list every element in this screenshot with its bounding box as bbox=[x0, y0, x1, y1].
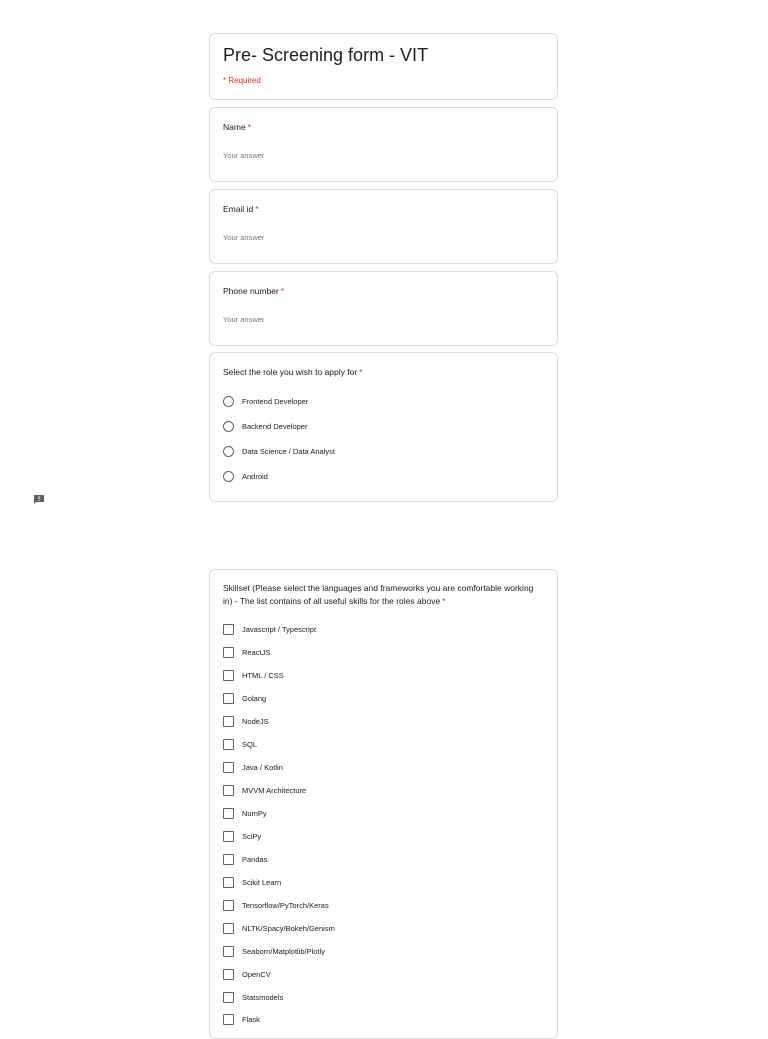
checkbox[interactable] bbox=[223, 785, 234, 796]
skill-option[interactable] bbox=[223, 944, 325, 958]
skill-option[interactable] bbox=[223, 852, 267, 866]
skill-option[interactable] bbox=[223, 875, 281, 889]
question-label bbox=[223, 204, 259, 214]
skill-option[interactable] bbox=[223, 783, 306, 797]
radio-button[interactable] bbox=[223, 471, 234, 482]
option-label: Java / Kotlin bbox=[242, 762, 283, 772]
option-label: Pandas bbox=[242, 854, 268, 864]
checkbox[interactable] bbox=[223, 831, 234, 842]
feedback-icon[interactable] bbox=[33, 494, 45, 505]
question-label bbox=[223, 367, 363, 377]
required-star: * bbox=[442, 596, 446, 606]
skill-option[interactable] bbox=[223, 990, 283, 1004]
form-title: Pre- Screening form - VIT bbox=[223, 45, 429, 65]
question-phone-card bbox=[209, 271, 558, 346]
option-label: Javascript / Typescript bbox=[242, 624, 317, 634]
option-label: Seaborn/Matplotlib/Plotly bbox=[242, 946, 325, 956]
name-input[interactable] bbox=[223, 149, 383, 163]
question-label-text: Phone number bbox=[223, 286, 279, 296]
skill-option[interactable] bbox=[223, 967, 271, 981]
checkbox[interactable] bbox=[223, 923, 234, 934]
skill-option[interactable] bbox=[223, 737, 257, 751]
skill-option[interactable] bbox=[223, 760, 283, 774]
option-label: Tensorflow/PyTorch/Keras bbox=[242, 900, 329, 910]
question-label-text: Select the role you wish to apply for bbox=[223, 367, 358, 377]
question-label-text: Name bbox=[223, 122, 246, 132]
option-label: SciPy bbox=[242, 831, 262, 841]
role-option-frontend[interactable] bbox=[223, 394, 308, 408]
option-label: HTML / CSS bbox=[242, 670, 284, 680]
question-label-text: Skillset (Please select the languages and frameworks you are comfortable working in) - The list contains of all useful skills for the roles above bbox=[223, 583, 534, 606]
option-label: Statsmodels bbox=[242, 992, 284, 1002]
option-label: Android bbox=[242, 471, 268, 481]
option-label: NodeJS bbox=[242, 716, 269, 726]
required-star: * bbox=[280, 286, 285, 296]
checkbox[interactable] bbox=[223, 1014, 234, 1025]
radio-button[interactable] bbox=[223, 421, 234, 432]
skill-option[interactable] bbox=[223, 921, 335, 935]
question-label-text: Email id bbox=[223, 204, 254, 214]
option-label: ReactJS bbox=[242, 647, 271, 657]
skill-option[interactable] bbox=[223, 898, 329, 912]
required-star: * bbox=[255, 204, 259, 214]
checkbox[interactable] bbox=[223, 992, 234, 1003]
skill-option[interactable] bbox=[223, 806, 267, 820]
option-label: OpenCV bbox=[242, 969, 271, 979]
question-name-card bbox=[209, 107, 558, 182]
skill-option[interactable] bbox=[223, 691, 266, 705]
checkbox[interactable] bbox=[223, 854, 234, 865]
option-label: Data Science / Data Analyst bbox=[242, 446, 335, 456]
checkbox[interactable] bbox=[223, 647, 234, 658]
option-label: Flask bbox=[242, 1014, 260, 1024]
option-label: NLTK/Spacy/Bokeh/Genism bbox=[242, 923, 335, 933]
checkbox[interactable] bbox=[223, 969, 234, 980]
skill-option[interactable] bbox=[223, 829, 261, 843]
option-label: Backend Developer bbox=[242, 421, 308, 431]
question-label bbox=[223, 286, 284, 296]
required-star: * bbox=[247, 122, 251, 132]
checkbox[interactable] bbox=[223, 762, 234, 773]
skill-option[interactable] bbox=[223, 622, 316, 636]
option-label: NumPy bbox=[242, 808, 267, 818]
radio-button[interactable] bbox=[223, 396, 234, 407]
role-option-data-science[interactable] bbox=[223, 444, 335, 458]
question-label bbox=[223, 582, 543, 608]
skill-option[interactable] bbox=[223, 645, 270, 659]
skill-option[interactable] bbox=[223, 714, 269, 728]
option-label: Golang bbox=[242, 693, 267, 703]
required-star: * bbox=[359, 367, 363, 377]
checkbox[interactable] bbox=[223, 624, 234, 635]
skill-option[interactable] bbox=[223, 668, 284, 682]
option-label: MVVM Architecture bbox=[242, 785, 307, 795]
option-label: Scikit Learn bbox=[242, 877, 282, 887]
role-option-backend[interactable] bbox=[223, 419, 307, 433]
option-label: Frontend Developer bbox=[242, 396, 309, 406]
phone-input[interactable] bbox=[223, 313, 383, 327]
checkbox[interactable] bbox=[223, 946, 234, 957]
role-option-android[interactable] bbox=[223, 469, 268, 483]
option-label: SQL bbox=[242, 739, 258, 749]
form-header-card bbox=[209, 33, 558, 100]
required-note: * Required bbox=[223, 76, 261, 85]
question-label bbox=[223, 122, 251, 132]
checkbox[interactable] bbox=[223, 670, 234, 681]
question-email-card bbox=[209, 189, 558, 264]
checkbox[interactable] bbox=[223, 900, 234, 911]
checkbox[interactable] bbox=[223, 716, 234, 727]
checkbox[interactable] bbox=[223, 808, 234, 819]
checkbox[interactable] bbox=[223, 739, 234, 750]
radio-button[interactable] bbox=[223, 446, 234, 457]
email-input[interactable] bbox=[223, 231, 383, 245]
checkbox[interactable] bbox=[223, 877, 234, 888]
checkbox[interactable] bbox=[223, 693, 234, 704]
question-skills-card bbox=[209, 569, 558, 1039]
question-role-card bbox=[209, 352, 558, 502]
